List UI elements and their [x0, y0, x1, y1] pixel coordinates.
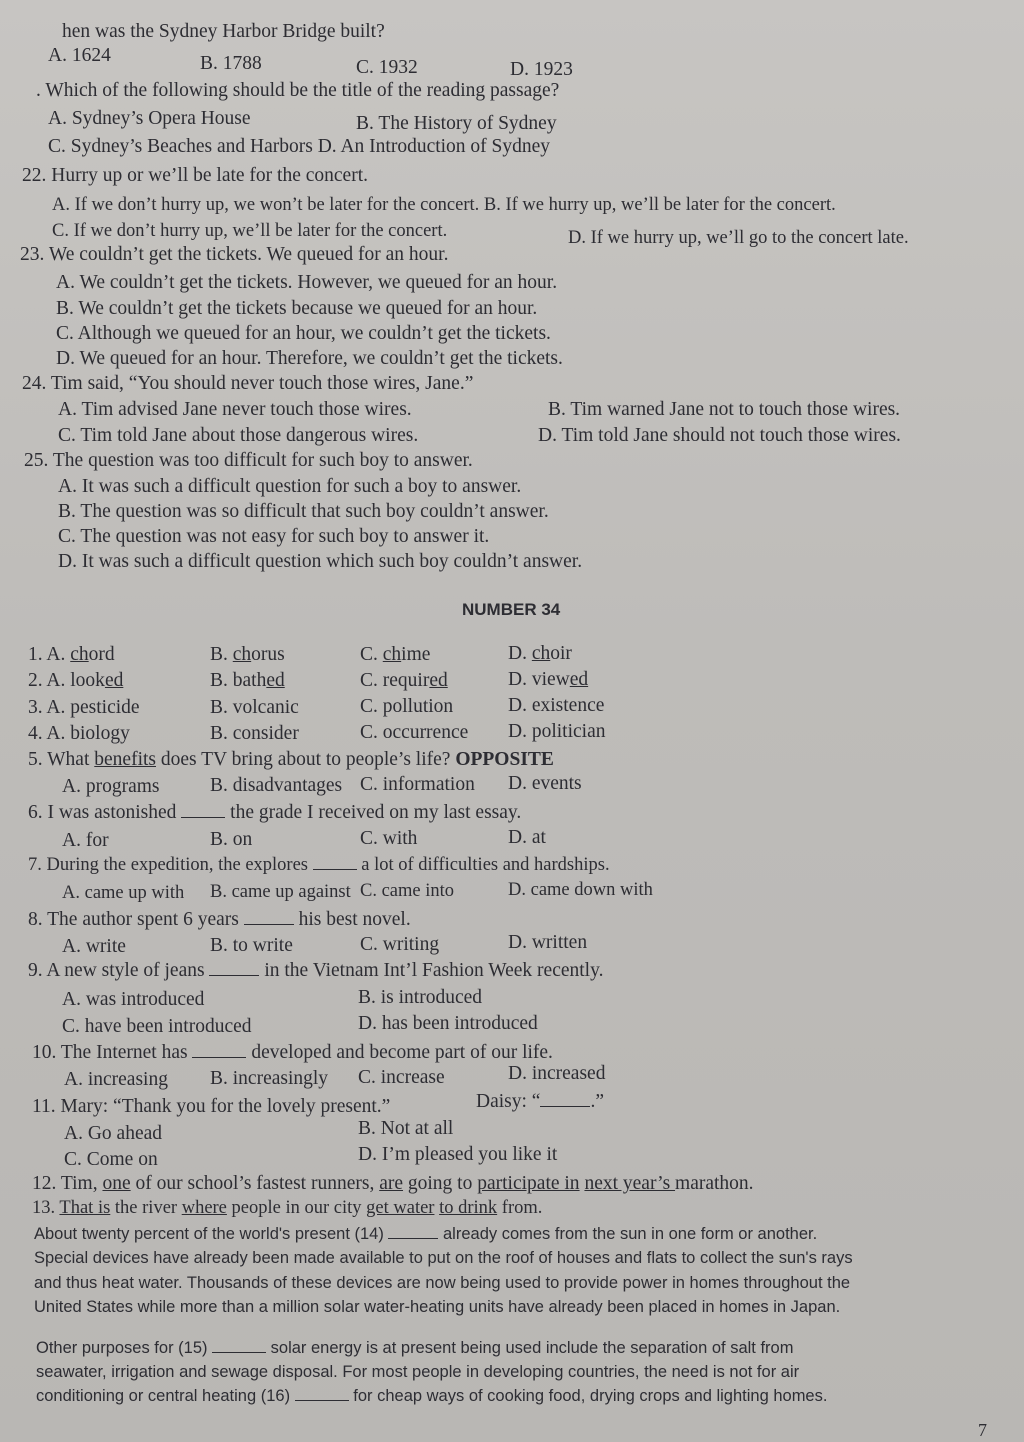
n8-option-b: B. to write: [210, 935, 293, 956]
n6-option-b: B. on: [210, 829, 253, 850]
q25-option-a: A. It was such a difficult question for such a boy to answer.: [58, 476, 522, 497]
q22-option-c: C. If we don’t hurry up, we’ll be later for the concert.: [52, 221, 448, 241]
n1-option-a: 1. A. chord: [28, 644, 115, 665]
n2-option-a: 2. A. looked: [28, 670, 124, 691]
n8-option-c: C. writing: [360, 934, 440, 955]
n4-option-c: C. occurrence: [360, 722, 469, 743]
para2-line3: conditioning or central heating (16) for cheap ways of cooking food, drying crops and lighting homes.: [36, 1387, 828, 1405]
answer-blank: [181, 803, 225, 818]
n6-option-a: A. for: [62, 830, 109, 851]
answer-blank: [313, 855, 357, 870]
n1-option-b: B. chorus: [210, 644, 285, 665]
n2-option-b: B. bathed: [210, 670, 285, 691]
n6-option-c: C. with: [360, 828, 418, 849]
n10-option-d: D. increased: [508, 1063, 606, 1084]
q21-stem: . Which of the following should be the title of the reading passage?: [36, 80, 560, 101]
n5-option-b: B. disadvantages: [210, 775, 343, 796]
n11-option-b: B. Not at all: [358, 1118, 454, 1139]
q22-option-d: D. If we hurry up, we’ll go to the concert late.: [568, 228, 909, 248]
n10-option-b: B. increasingly: [210, 1068, 329, 1089]
para1-line2: Special devices have already been made available to put on the roof of houses and flats to collect the sun's rays: [34, 1249, 853, 1267]
q23-option-a: A. We couldn’t get the tickets. However, we queued for an hour.: [56, 272, 558, 293]
q22-stem: 22. Hurry up or we’ll be late for the concert.: [22, 165, 368, 186]
q22-option-ab: A. If we don’t hurry up, we won’t be later for the concert. B. If we hurry up, we’ll be later for the concert.: [52, 195, 836, 215]
q20-option-b: B. 1788: [200, 53, 262, 74]
n9-option-c: C. have been introduced: [62, 1016, 252, 1037]
n8-option-a: A. write: [62, 936, 126, 957]
q24-option-a: A. Tim advised Jane never touch those wires.: [58, 399, 412, 420]
n11-stem: 11. Mary: “Thank you for the lovely present.”: [32, 1096, 391, 1117]
n3-option-c: C. pollution: [360, 696, 454, 717]
q25-option-b: B. The question was so difficult that such boy couldn’t answer.: [58, 501, 549, 522]
n2-option-c: C. required: [360, 670, 448, 691]
n9-option-b: B. is introduced: [358, 987, 483, 1008]
answer-blank: [212, 1338, 266, 1353]
n5-option-a: A. programs: [62, 776, 160, 797]
answer-blank: [244, 910, 294, 925]
para1-line3: and thus heat water. Thousands of these devices are now being used to provide power in homes throughout the: [34, 1274, 851, 1292]
q23-option-c: C. Although we queued for an hour, we couldn’t get the tickets.: [56, 323, 551, 344]
n7-option-d: D. came down with: [508, 880, 653, 900]
n6-option-d: D. at: [508, 827, 546, 848]
n9-stem: 9. A new style of jeans in the Vietnam Int’l Fashion Week recently.: [28, 960, 604, 981]
q23-option-b: B. We couldn’t get the tickets because we queued for an hour.: [56, 298, 538, 319]
n8-stem: 8. The author spent 6 years his best novel.: [28, 909, 411, 930]
n5-option-d: D. events: [508, 773, 582, 794]
para2-line2: seawater, irrigation and sewage disposal. For most people in developing countries, the need is not for air: [36, 1363, 800, 1381]
n10-option-a: A. increasing: [64, 1069, 168, 1090]
n10-stem: 10. The Internet has developed and become part of our life.: [32, 1042, 553, 1063]
answer-blank: [540, 1092, 590, 1107]
q25-stem: 25. The question was too difficult for such boy to answer.: [24, 450, 473, 471]
para1-line4: United States while more than a million solar water-heating units have already been placed in homes in Japan.: [34, 1298, 841, 1316]
n11-daisy-reply: Daisy: “ .”: [476, 1091, 604, 1112]
q21-option-cd: C. Sydney’s Beaches and Harbors D. An Introduction of Sydney: [48, 136, 551, 157]
q24-option-c: C. Tim told Jane about those dangerous wires.: [58, 425, 419, 446]
q25-option-c: C. The question was not easy for such boy to answer it.: [58, 526, 490, 547]
n9-option-d: D. has been introduced: [358, 1013, 538, 1034]
n4-option-a: 4. A. biology: [28, 723, 130, 744]
n7-option-b: B. came up against: [210, 882, 351, 902]
n11-option-a: A. Go ahead: [64, 1123, 163, 1144]
n3-option-d: D. existence: [508, 695, 605, 716]
n3-option-a: 3. A. pesticide: [28, 697, 140, 718]
n12-stem: 12. Tim, one of our school’s fastest runners, are going to participate in next year’s marathon.: [32, 1173, 754, 1194]
n11-option-d: D. I’m pleased you like it: [358, 1144, 558, 1165]
n1-option-c: C. chime: [360, 644, 431, 665]
n4-option-b: B. consider: [210, 723, 299, 744]
n5-option-c: C. information: [360, 774, 475, 795]
q24-option-b: B. Tim warned Jane not to touch those wires.: [548, 399, 901, 420]
para2-line1: Other purposes for (15) solar energy is at present being used include the separation of salt from: [36, 1339, 794, 1357]
answer-blank: [295, 1386, 349, 1401]
q20-stem: hen was the Sydney Harbor Bridge built?: [62, 21, 385, 42]
n1-option-d: D. choir: [508, 643, 572, 664]
q24-stem: 24. Tim said, “You should never touch those wires, Jane.”: [22, 373, 474, 394]
answer-blank: [192, 1043, 246, 1058]
q23-stem: 23. We couldn’t get the tickets. We queued for an hour.: [20, 244, 449, 265]
n7-option-a: A. came up with: [62, 883, 185, 903]
n3-option-b: B. volcanic: [210, 697, 299, 718]
n4-option-d: D. politician: [508, 721, 606, 742]
answer-blank: [209, 961, 259, 976]
q20-option-c: C. 1932: [356, 57, 418, 78]
n2-option-d: D. viewed: [508, 669, 589, 690]
n11-option-c: C. Come on: [64, 1149, 158, 1170]
q21-option-a: A. Sydney’s Opera House: [48, 108, 251, 129]
answer-blank: [388, 1224, 438, 1239]
n9-option-a: A. was introduced: [62, 989, 205, 1010]
section-title: NUMBER 34: [462, 600, 561, 619]
q20-option-a: A. 1624: [48, 45, 111, 66]
q24-option-d: D. Tim told Jane should not touch those wires.: [538, 425, 901, 446]
n6-stem: 6. I was astonished the grade I received on my last essay.: [28, 802, 522, 823]
n10-option-c: C. increase: [358, 1067, 445, 1088]
page-number: 7: [978, 1420, 987, 1440]
n13-stem: 13. That is the river where people in our city get water to drink from.: [32, 1198, 543, 1218]
n7-option-c: C. came into: [360, 881, 455, 901]
n8-option-d: D. written: [508, 932, 588, 953]
q25-option-d: D. It was such a difficult question which such boy couldn’t answer.: [58, 551, 583, 572]
q20-option-d: D. 1923: [510, 59, 573, 80]
n7-stem: 7. During the expedition, the explores a lot of difficulties and hardships.: [28, 855, 610, 875]
q21-option-b: B. The History of Sydney: [356, 113, 557, 134]
n5-stem: 5. What benefits does TV bring about to people’s life? OPPOSITE: [28, 749, 554, 770]
para1-line1: About twenty percent of the world's present (14) already comes from the sun in one form or another.: [34, 1225, 818, 1243]
q23-option-d: D. We queued for an hour. Therefore, we couldn’t get the tickets.: [56, 348, 563, 369]
